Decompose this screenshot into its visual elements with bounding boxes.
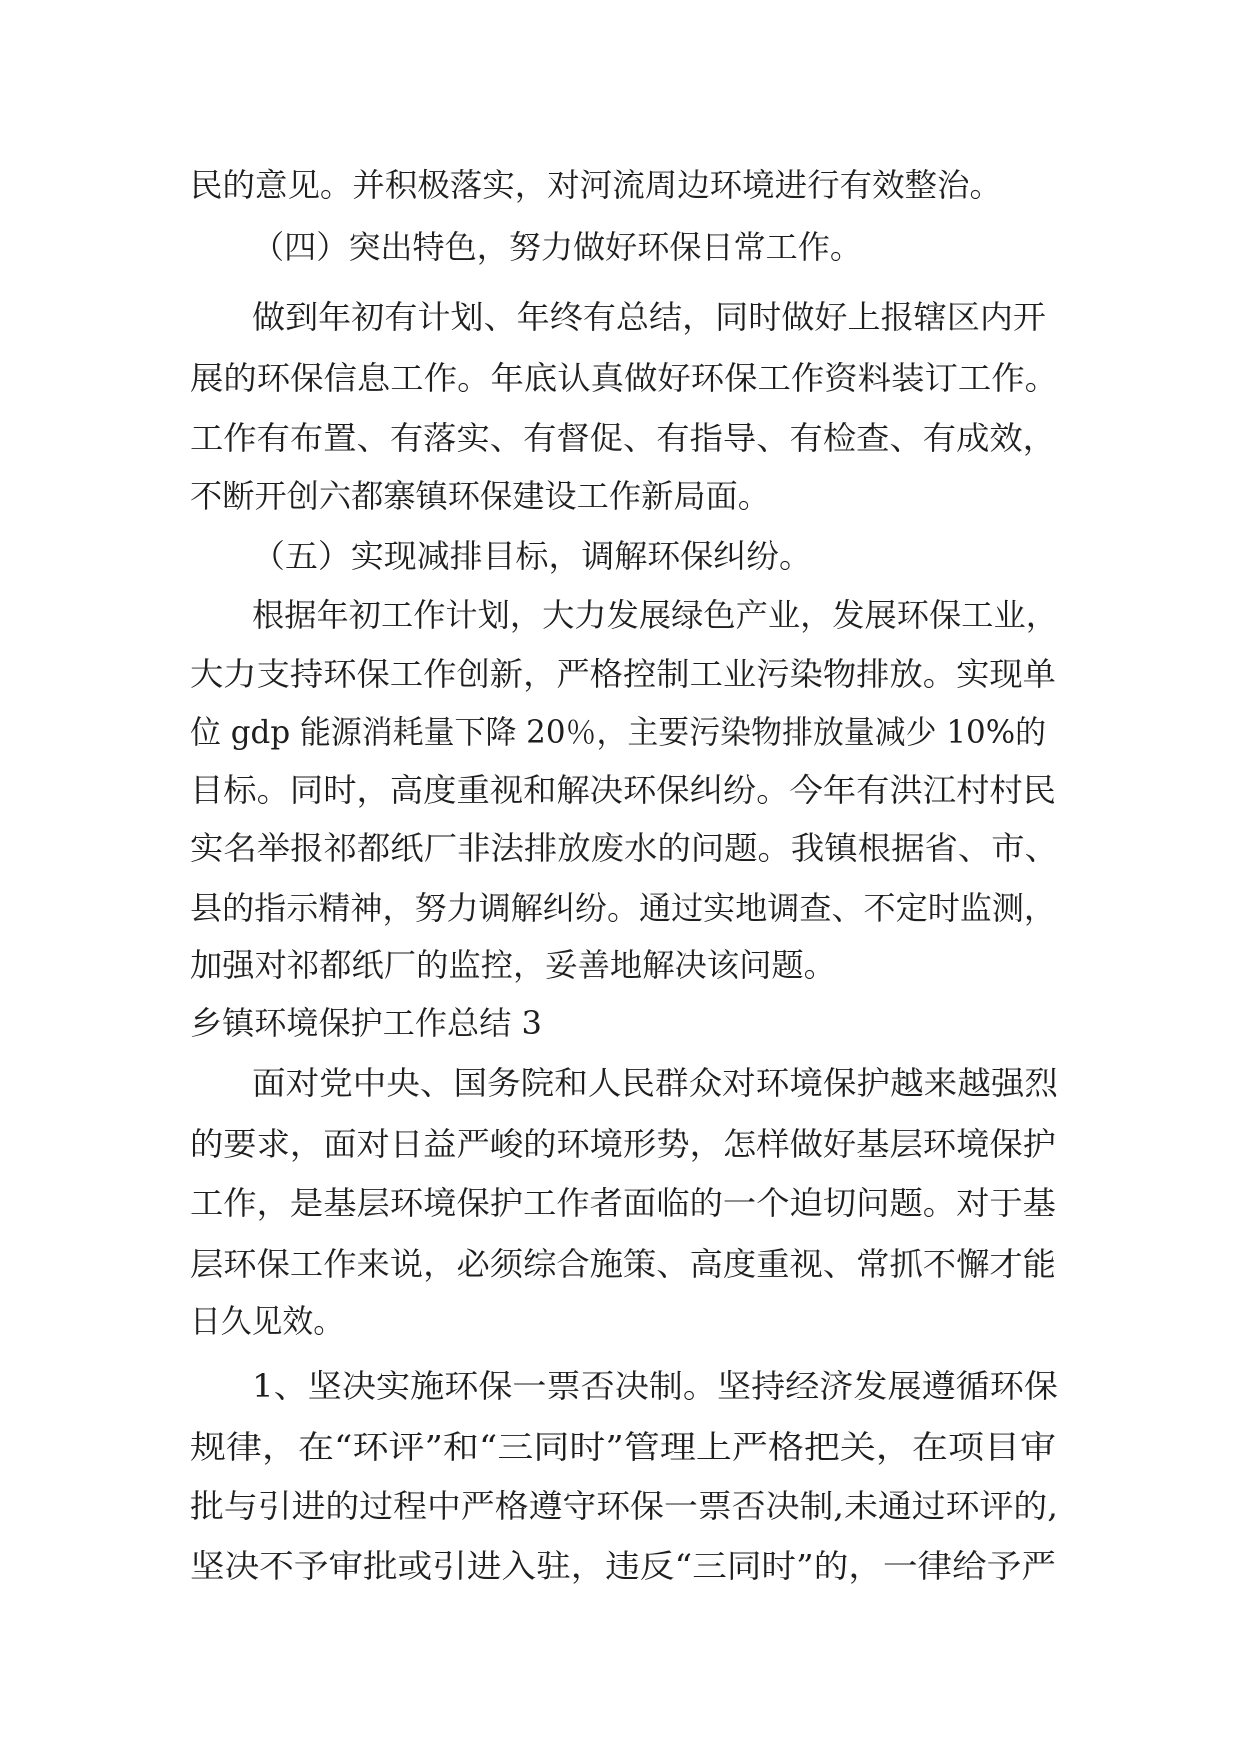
text-line-5: 工作有布置、有落实、有督促、有指导、有检查、有成效， (190, 419, 1056, 457)
text-line-19: 层环保工作来说，必须综合施策、高度重视、常抓不懈才能 (190, 1245, 1056, 1283)
text-line-8: 根据年初工作计划，大力发展绿色产业，发展环保工业， (252, 596, 1058, 634)
text-line-4: 展的环保信息工作。年底认真做好环保工作资料装订工作。 (190, 359, 1058, 397)
text-line-13: 县的指示精神，努力调解纠纷。通过实地调查、不定时监测， (190, 889, 1056, 927)
section-heading: 乡镇环境保护工作总结 3 (190, 1004, 542, 1042)
text-line-23: 批与引进的过程中严格遵守环保一票否决制,未通过环评的, (190, 1487, 1058, 1525)
text-line-16: 面对党中央、国务院和人民群众对环境保护越来越强烈 (252, 1064, 1058, 1102)
text-line-24: 坚决不予审批或引进入驻，违反“三同时”的，一律给予严 (190, 1547, 1056, 1585)
text-line-12: 实名举报祁都纸厂非法排放废水的问题。我镇根据省、市、 (190, 829, 1058, 867)
text-line-18: 工作，是基层环境保护工作者面临的一个迫切问题。对于基 (190, 1184, 1056, 1222)
text-line-6: 不断开创六都寨镇环保建设工作新局面。 (190, 477, 770, 515)
text-line-7: （五）实现减排目标，调解环保纠纷。 (252, 537, 812, 575)
text-line-2: （四）突出特色，努力做好环保日常工作。 (252, 228, 862, 266)
text-line-11: 目标。同时，高度重视和解决环保纠纷。今年有洪江村村民 (190, 771, 1056, 809)
text-line-1: 民的意见。并积极落实，对河流周边环境进行有效整治。 (190, 166, 1002, 204)
text-line-22: 规律，在“环评”和“三同时”管理上严格把关，在项目审 (190, 1428, 1056, 1466)
text-line-14: 加强对祁都纸厂的监控，妥善地解决该问题。 (190, 946, 836, 984)
text-line-21: 1、坚决实施环保一票否决制。坚持经济发展遵循环保 (252, 1367, 1058, 1405)
text-line-3: 做到年初有计划、年终有总结，同时做好上报辖区内开 (252, 298, 1046, 336)
text-line-10: 位 gdp 能源消耗量下降 20％，主要污染物排放量减少 10%的 (190, 713, 1046, 751)
text-line-9: 大力支持环保工作创新，严格控制工业污染物排放。实现单 (190, 655, 1056, 693)
text-line-20: 日久见效。 (190, 1302, 344, 1340)
text-line-17: 的要求，面对日益严峻的环境形势，怎样做好基层环境保护 (190, 1125, 1056, 1163)
